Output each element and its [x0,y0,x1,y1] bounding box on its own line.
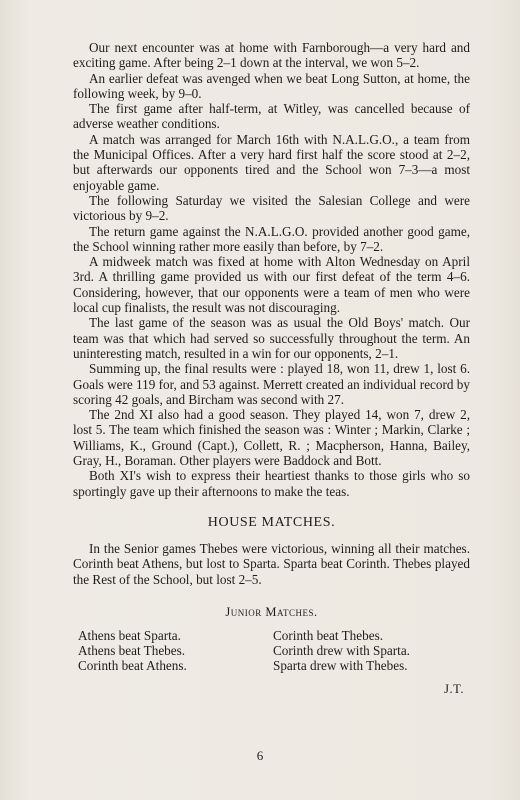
house-matches-heading: HOUSE MATCHES. [207,514,336,530]
junior-result-item: Corinth beat Athens. [78,658,187,674]
junior-matches-list [78,628,470,674]
paragraph: Summing up, the final results were : played 18, won 11, drew 1, lost 6. Goals were 119 for, and 53 against. Merrett created an individual record by scoring 42 goals, and Bircham was second with 27. [73,361,470,407]
paragraph: An earlier defeat was avenged when we beat Long Sutton, at home, the following week, by 9–0. [73,70,470,101]
paragraph: The 2nd XI also had a good season. They played 14, won 7, drew 2, lost 5. The team which finished the season was : Winter ; Markin, Clarke ; Williams, K., Ground (Capt.), Collett, R. ; Macpherson, Hanna, Bailey, Gray, H., Boraman. Other players were Baddock and Bott. [73,407,470,469]
body-text [73,40,470,499]
junior-result-item: Athens beat Thebes. [78,643,186,659]
paragraph: The first game after half-term, at Witley, was cancelled because of adverse weather conditions. [73,101,470,132]
junior-result-item: Sparta drew with Thebes. [273,658,408,674]
paragraph: The return game against the N.A.L.G.O. provided another good game, the School winning rather more easily than before, by 7–2. [73,223,470,254]
junior-result-item: Corinth drew with Sparta. [273,643,410,659]
junior-result-item: Corinth beat Thebes. [273,627,383,643]
paragraph: A midweek match was fixed at home with Alton Wednesday on April 3rd. A thrilling game provided us with our first defeat of the term 4–6. Considering, however, that our opponents were a team of men who were local cup finalists, the result was not discouraging. [73,254,470,316]
paragraph: A match was arranged for March 16th with N.A.L.G.O., a team from the Municipal Offices. After a very hard first half the score stood at 2–2, but afterwards our opponents tired and the School won 7–3—a most enjoyable game. [73,131,470,193]
paragraph: Our next encounter was at home with Farnborough—a very hard and exciting game. After being 2–1 down at the interval, we won 5–2. [73,40,470,71]
author-initials: J.T. [444,681,464,696]
junior-matches-heading: Junior Matches. [225,604,318,619]
house-matches-paragraph: In the Senior games Thebes were victorious, winning all their matches. Corinth beat Athens, but lost to Sparta. Sparta beat Corinth. Thebes played the Rest of the School, but lost 2–5. [73,540,470,587]
paragraph: Both XI's wish to express their heartiest thanks to those girls who so sportingly gave up their afternoons to make the teas. [73,468,470,499]
paragraph: The last game of the season was as usual the Old Boys' match. Our team was that which had served so successfully throughout the term. An uninteresting match, resulted in a win for our opponents, 2–1. [73,315,470,361]
page-number: 6 [256,748,264,763]
paragraph: The following Saturday we visited the Salesian College and were victorious by 9–2. [73,192,470,224]
junior-result-item: Athens beat Sparta. [78,627,181,643]
